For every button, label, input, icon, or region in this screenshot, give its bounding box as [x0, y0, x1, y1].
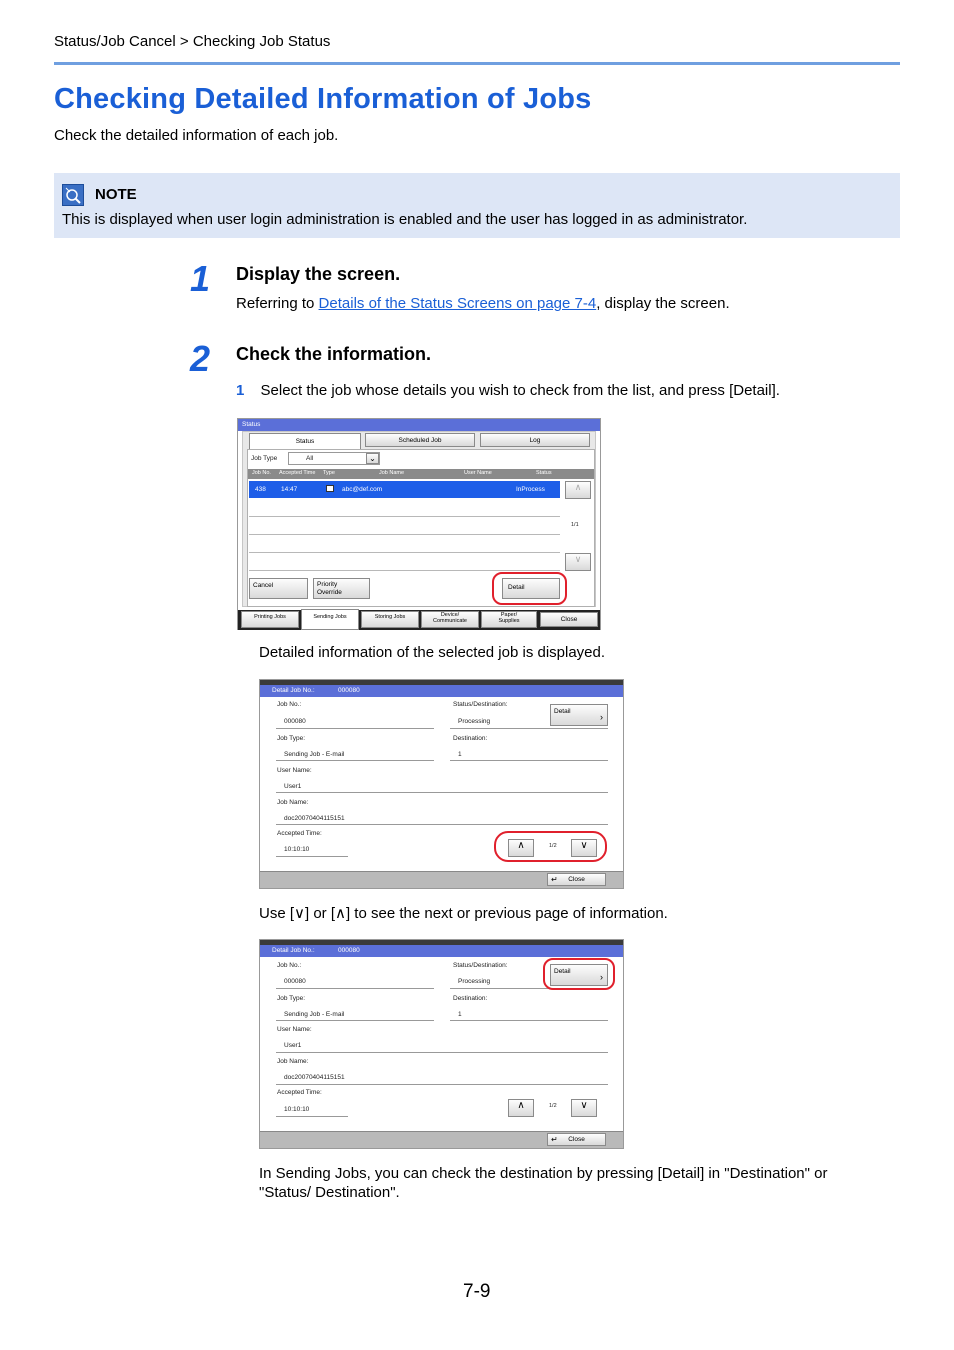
tab-log[interactable]: Log: [480, 433, 590, 447]
sub-step-text: Select the job whose details you wish to check from the list, and press [Detail].: [260, 382, 780, 399]
detail-screen-1: [259, 679, 624, 889]
detail-button[interactable]: Detail: [502, 578, 560, 599]
divider: [450, 728, 608, 729]
job-type-label: Job Type: [251, 455, 278, 462]
divider: [450, 1020, 608, 1021]
job-name-label: Job Name:: [277, 799, 309, 806]
job-name-value: doc20070404115151: [284, 1074, 345, 1081]
job-name-value: doc20070404115151: [284, 815, 345, 822]
job-type-select[interactable]: [288, 452, 380, 465]
chevron-down-icon: ⌄: [366, 453, 379, 464]
status-dest-value: Processing: [458, 978, 491, 985]
divider: [276, 988, 434, 989]
divider: [450, 760, 608, 761]
page-up-button[interactable]: ∧: [508, 1099, 534, 1117]
accepted-time-value: 10:10:10: [284, 846, 310, 853]
chevron-right-icon: ›: [600, 712, 603, 722]
col-accepted-time: Accepted Time: [279, 470, 316, 476]
accepted-time-value: 10:10:10: [284, 1106, 310, 1113]
tab-device-communicate[interactable]: Device/ Communicate: [421, 611, 479, 628]
tab-storing-jobs[interactable]: Storing Jobs: [361, 611, 419, 628]
step-1-number: 1: [190, 258, 211, 299]
page-up-button[interactable]: ∧: [508, 839, 534, 857]
divider: [276, 760, 434, 761]
tab-sending-jobs[interactable]: Sending Jobs: [301, 609, 359, 630]
page-down-button[interactable]: ∨: [571, 839, 597, 857]
status-dest-value: Processing: [458, 718, 491, 725]
detail-button-label: Detail: [554, 708, 571, 715]
accepted-time-label: Accepted Time:: [277, 830, 322, 837]
detail-header-value: 000080: [338, 947, 360, 954]
job-no-label: Job No.:: [277, 962, 302, 969]
status-screen-header: Status: [238, 419, 600, 431]
col-user-name: User Name: [464, 470, 492, 476]
note-icon: [62, 184, 84, 206]
table-row[interactable]: [249, 481, 560, 498]
row-status: InProcess: [516, 486, 545, 493]
job-type-value: All: [306, 455, 314, 462]
divider: [276, 1020, 434, 1021]
detail-screen-2: [259, 939, 624, 1149]
detail-highlight-ring: [492, 572, 567, 605]
status-screen: [237, 418, 601, 630]
close-button[interactable]: Close: [540, 612, 598, 627]
priority-label: Priority: [317, 581, 338, 588]
row-time: 14:47: [281, 486, 298, 493]
col-type: Type: [323, 470, 335, 476]
page-indicator: 1/1: [571, 522, 579, 528]
sub-step-1: [236, 382, 780, 399]
destination-label: Destination:: [453, 995, 488, 1002]
destination-value: 1: [458, 751, 462, 758]
step-2-number: 2: [190, 338, 211, 379]
chevron-right-icon: ›: [600, 972, 603, 982]
job-no-value: 000080: [284, 718, 306, 725]
detail-header-label: Detail Job No.:: [272, 687, 315, 694]
row-job-no: 438: [255, 486, 266, 493]
col-status: Status: [536, 470, 552, 476]
detail-close-label: Close: [568, 876, 585, 883]
detail-close-label: Close: [568, 1136, 585, 1143]
page-title: Checking Detailed Information of Jobs: [54, 83, 592, 115]
caption-page-navigation: Use [∨] or [∧] to see the next or previous page of information.: [259, 905, 668, 922]
job-name-label: Job Name:: [277, 1058, 309, 1065]
step-1-text-before: Referring to: [236, 295, 319, 312]
detail-close-button[interactable]: [547, 1133, 606, 1146]
note-box: [54, 173, 900, 238]
detail-header-value: 000080: [338, 687, 360, 694]
tab-printing-jobs[interactable]: Printing Jobs: [241, 611, 299, 628]
status-screens-link[interactable]: Details of the Status Screens on page 7-4: [318, 295, 597, 312]
detail-header-label: Detail Job No.:: [272, 947, 315, 954]
breadcrumb: Status/Job Cancel > Checking Job Status: [54, 33, 331, 50]
divider: [276, 1052, 608, 1053]
caption-sending-jobs-destination: In Sending Jobs, you can check the destination by pressing [Detail] in "Destination" or "Status/ Destination".: [259, 1165, 828, 1201]
sub-step-number: 1: [236, 382, 245, 399]
note-text: This is displayed when user login administration is enabled and the user has logged in as administrator.: [62, 211, 748, 228]
return-icon: ↵: [551, 1135, 558, 1144]
scroll-up-button[interactable]: ∧: [565, 481, 591, 499]
intro-text: Check the detailed information of each job.: [54, 127, 339, 144]
empty-rows: [249, 499, 560, 574]
priority-override-button[interactable]: [313, 578, 370, 599]
caption-detail-displayed: Detailed information of the selected job is displayed.: [259, 644, 606, 661]
divider: [276, 1116, 348, 1117]
step-1-text-after: , display the screen.: [596, 295, 730, 312]
user-name-label: User Name:: [277, 1026, 312, 1033]
detail-highlight-ring: [543, 958, 615, 990]
row-job-name: abc@def.com: [342, 486, 383, 493]
detail-header: [260, 685, 623, 697]
divider: [276, 1084, 608, 1085]
cancel-button[interactable]: Cancel: [249, 578, 308, 599]
tab-status[interactable]: Status: [249, 433, 361, 449]
note-label: NOTE: [95, 186, 137, 203]
user-name-value: User1: [284, 1042, 302, 1049]
step-1-text: [236, 295, 730, 312]
return-icon: ↵: [551, 875, 558, 884]
step-2-title: Check the information.: [236, 344, 432, 364]
page-down-button[interactable]: ∨: [571, 1099, 597, 1117]
page-number: 7-9: [463, 1281, 491, 1302]
detail-button-label: Detail: [554, 968, 571, 975]
destination-label: Destination:: [453, 735, 488, 742]
job-no-value: 000080: [284, 978, 306, 985]
tab-scheduled-job[interactable]: Scheduled Job: [365, 433, 475, 447]
destination-value: 1: [458, 1011, 462, 1018]
divider: [276, 728, 434, 729]
detail-close-button[interactable]: [547, 873, 606, 886]
status-dest-label: Status/Destination:: [453, 701, 508, 708]
accepted-time-label: Accepted Time:: [277, 1089, 322, 1096]
scroll-down-button[interactable]: ∨: [565, 553, 591, 571]
divider: [276, 824, 608, 825]
job-list-header: [248, 469, 594, 479]
job-no-label: Job No.:: [277, 701, 302, 708]
job-type-label: Job Type:: [277, 995, 306, 1002]
job-type-value: Sending Job - E-mail: [284, 1011, 345, 1018]
detail-page-indicator: 1/2: [549, 843, 557, 849]
status-detail-button[interactable]: [550, 704, 608, 726]
page-buttons-highlight-ring: [494, 831, 607, 862]
tab-paper-supplies[interactable]: Paper/ Supplies: [481, 611, 537, 628]
divider: [276, 792, 608, 793]
user-name-label: User Name:: [277, 767, 312, 774]
email-icon: [326, 485, 334, 492]
header-divider: [54, 62, 900, 65]
job-type-value: Sending Job - E-mail: [284, 751, 345, 758]
divider: [276, 856, 348, 857]
detail-page-indicator: 1/2: [549, 1103, 557, 1109]
override-label: Override: [317, 589, 342, 596]
status-dest-label: Status/Destination:: [453, 962, 508, 969]
detail-header: [260, 945, 623, 957]
job-type-label: Job Type:: [277, 735, 306, 742]
user-name-value: User1: [284, 783, 302, 790]
col-job-no: Job No.: [252, 470, 271, 476]
step-1-title: Display the screen.: [236, 264, 401, 284]
col-job-name: Job Name: [379, 470, 405, 476]
